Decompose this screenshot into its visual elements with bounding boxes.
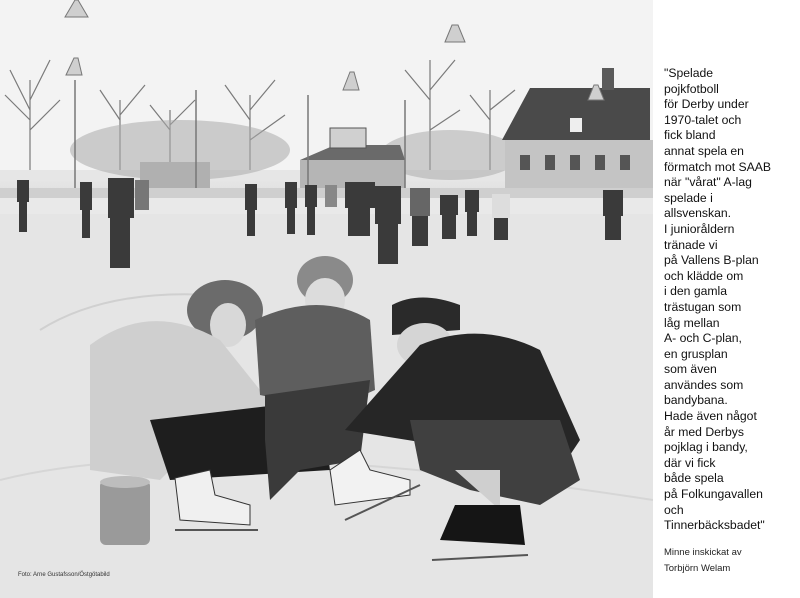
quote-line: både spela	[664, 471, 724, 486]
quote-line: på Folkungavallen	[664, 487, 763, 502]
quote-line: "Spelade	[664, 66, 714, 80]
quote-line: fick bland	[664, 128, 716, 143]
quote-line: pojkfotboll	[664, 81, 719, 96]
quote-line: där vi fick	[664, 455, 716, 470]
quote-line: på Vallens B-plan	[664, 253, 759, 268]
quote-line: förmatch mot SAAB	[664, 159, 772, 174]
attribution-name: Torbjörn Welam	[664, 563, 731, 574]
photo-credit: Foto: Arne Gustafsson/Östgötabild	[18, 572, 110, 578]
quote-line: Tinnerbäcksbadet"	[664, 518, 765, 533]
quote-line: tränade vi	[664, 237, 718, 252]
quote-line: en grusplan	[664, 346, 728, 361]
quote-line: spelade i	[664, 190, 713, 205]
quote-line: trästugan som	[664, 299, 742, 314]
quote-line: och	[664, 502, 684, 517]
attribution-line-1: Minne inskickat av	[664, 547, 742, 558]
quote-line: och klädde om	[664, 268, 744, 283]
quote-line: pojklag i bandy,	[664, 440, 748, 455]
quote-line: som även	[664, 362, 717, 377]
quote-line: bandybana.	[664, 393, 728, 408]
quote-line: A- och C-plan,	[664, 331, 742, 346]
building-left	[140, 162, 210, 192]
quote-line: låg mellan	[664, 315, 720, 330]
quote-line: användes som	[664, 377, 744, 392]
quote-line: i den gamla	[664, 284, 728, 299]
tin-can	[100, 480, 150, 545]
memory-quote	[664, 66, 796, 534]
quote-line: år med Derbys	[664, 424, 744, 439]
quote-line: I junioråldern	[664, 221, 735, 236]
quote-line: allsvenskan.	[664, 206, 732, 221]
quote-line: 1970-talet och	[664, 112, 742, 127]
quote-line: annat spela en	[664, 143, 744, 158]
attribution	[664, 545, 796, 577]
quote-line: för Derby under	[664, 97, 749, 112]
quote-line: Hade även något	[664, 409, 757, 424]
quote-line: när "vårat" A-lag	[664, 175, 752, 190]
